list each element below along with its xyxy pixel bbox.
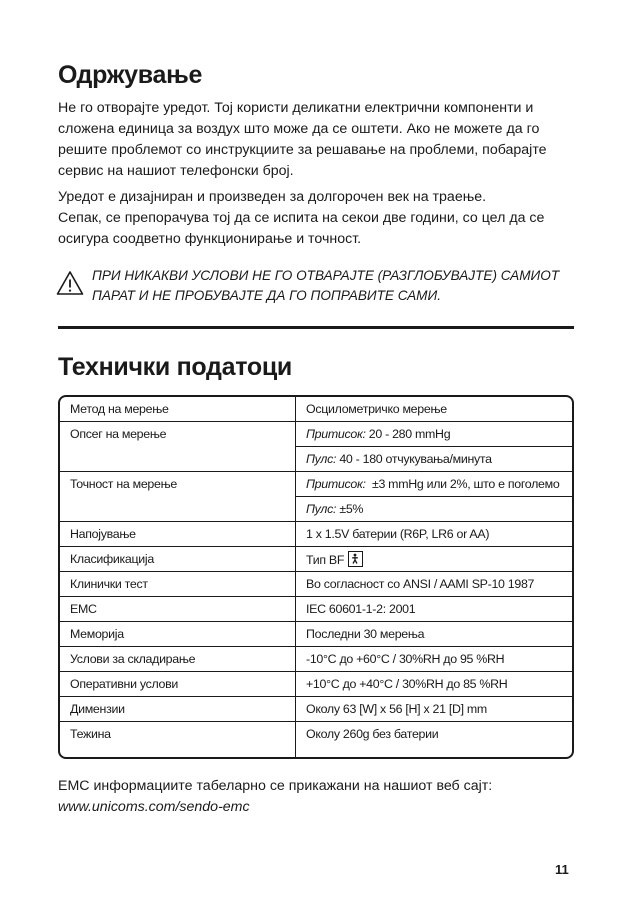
maintenance-paragraph-2-line-1: Уредот е дизајниран и произведен за долгорочен век на траење. bbox=[58, 189, 487, 205]
section-divider bbox=[58, 326, 574, 329]
table-row bbox=[60, 522, 572, 547]
spec-value: Околу 260g без батерии bbox=[296, 722, 573, 758]
type-bf-body-icon bbox=[348, 551, 363, 567]
maintenance-paragraph-2 bbox=[58, 187, 578, 250]
spec-label: Димензии bbox=[60, 697, 296, 722]
spec-value-text: 40 - 180 отчукувања/минута bbox=[336, 452, 492, 466]
spec-label: Клинички тест bbox=[60, 572, 296, 597]
spec-value-qualifier: Пулс: bbox=[306, 502, 337, 516]
emc-info-text: EMC информациите табеларно се прикажани на нашиот веб сајт: bbox=[58, 778, 493, 794]
spec-label bbox=[60, 497, 296, 522]
emc-info-note bbox=[58, 776, 578, 818]
maintenance-paragraph-2-line-2: Сепак, се препорачува тој да се испита на секои две години, со цел да се осигура соодветно функционирање и точност. bbox=[58, 210, 545, 247]
table-row bbox=[60, 697, 572, 722]
spec-value: IEC 60601-1-2: 2001 bbox=[296, 597, 573, 622]
table-row bbox=[60, 497, 572, 522]
spec-value: Осцилометричко мерење bbox=[296, 397, 573, 422]
spec-value-qualifier: Пулс: bbox=[306, 452, 337, 466]
spec-label: EMC bbox=[60, 597, 296, 622]
spec-label: Услови за складирање bbox=[60, 647, 296, 672]
spec-value-text: Тип BF bbox=[306, 553, 345, 567]
spec-value bbox=[296, 547, 573, 572]
spec-value: -10°C до +60°C / 30%RH до 95 %RH bbox=[296, 647, 573, 672]
spec-value-text: 20 - 280 mmHg bbox=[365, 427, 451, 441]
spec-value bbox=[296, 422, 573, 447]
warning-notice bbox=[56, 266, 576, 310]
technical-data-heading: Технички податоци bbox=[58, 353, 292, 381]
spec-value: Во согласност со ANSI / AAMI SP-10 1987 bbox=[296, 572, 573, 597]
spec-value-text: ±5% bbox=[336, 502, 364, 516]
table-row bbox=[60, 397, 572, 422]
table-row bbox=[60, 447, 572, 472]
spec-label: Оперативни услови bbox=[60, 672, 296, 697]
spec-label: Класификација bbox=[60, 547, 296, 572]
spec-value-qualifier: Притисок: bbox=[306, 477, 366, 491]
warning-triangle-icon bbox=[56, 270, 84, 296]
table-row bbox=[60, 422, 572, 447]
table-row bbox=[60, 672, 572, 697]
technical-specs-table bbox=[58, 395, 574, 759]
table-row bbox=[60, 622, 572, 647]
table-row bbox=[60, 647, 572, 672]
spec-value bbox=[296, 472, 573, 497]
spec-label: Тежина bbox=[60, 722, 296, 758]
table-row bbox=[60, 547, 572, 572]
spec-value: Околу 63 [W] x 56 [H] x 21 [D] mm bbox=[296, 697, 573, 722]
spec-value-text: ±3 mmHg или 2%, што е поголемо bbox=[365, 477, 560, 491]
spec-value bbox=[296, 447, 573, 472]
spec-label bbox=[60, 447, 296, 472]
maintenance-paragraph-1: Не го отворајте уредот. Тој користи деликатни електрични компоненти и сложена единица за воздух што може да се оштети. Ако не можете да го решите проблемот со инструкциите за решавање на проблеми, побарајте сервис на нашиот телефонски број. bbox=[58, 100, 547, 179]
spec-label: Точност на мерење bbox=[60, 472, 296, 497]
spec-label: Меморија bbox=[60, 622, 296, 647]
spec-value: +10°C до +40°C / 30%RH до 85 %RH bbox=[296, 672, 573, 697]
table-row bbox=[60, 597, 572, 622]
spec-label: Метод на мерење bbox=[60, 397, 296, 422]
spec-value: Последни 30 мерења bbox=[296, 622, 573, 647]
spec-value bbox=[296, 497, 573, 522]
spec-label: Опсег на мерење bbox=[60, 422, 296, 447]
table-row bbox=[60, 572, 572, 597]
table-row bbox=[60, 472, 572, 497]
page-number: 11 bbox=[555, 862, 569, 877]
table-row bbox=[60, 722, 572, 758]
warning-text: ПРИ НИКАКВИ УСЛОВИ НЕ ГО ОТВАРАЈТЕ (РАЗГЛОБУВАЈТЕ) САМИОТ ПАРАТ И НЕ ПРОБУВАЈТЕ ДА ГО ПОПРАВИТЕ САМИ. bbox=[92, 268, 560, 303]
spec-value-qualifier: Притисок: bbox=[306, 427, 366, 441]
spec-value: 1 x 1.5V батерии (R6P, LR6 or AA) bbox=[296, 522, 573, 547]
spec-label: Напојување bbox=[60, 522, 296, 547]
maintenance-heading: Одржување bbox=[58, 61, 203, 89]
emc-info-url: www.unicoms.com/sendo-emc bbox=[58, 799, 250, 815]
